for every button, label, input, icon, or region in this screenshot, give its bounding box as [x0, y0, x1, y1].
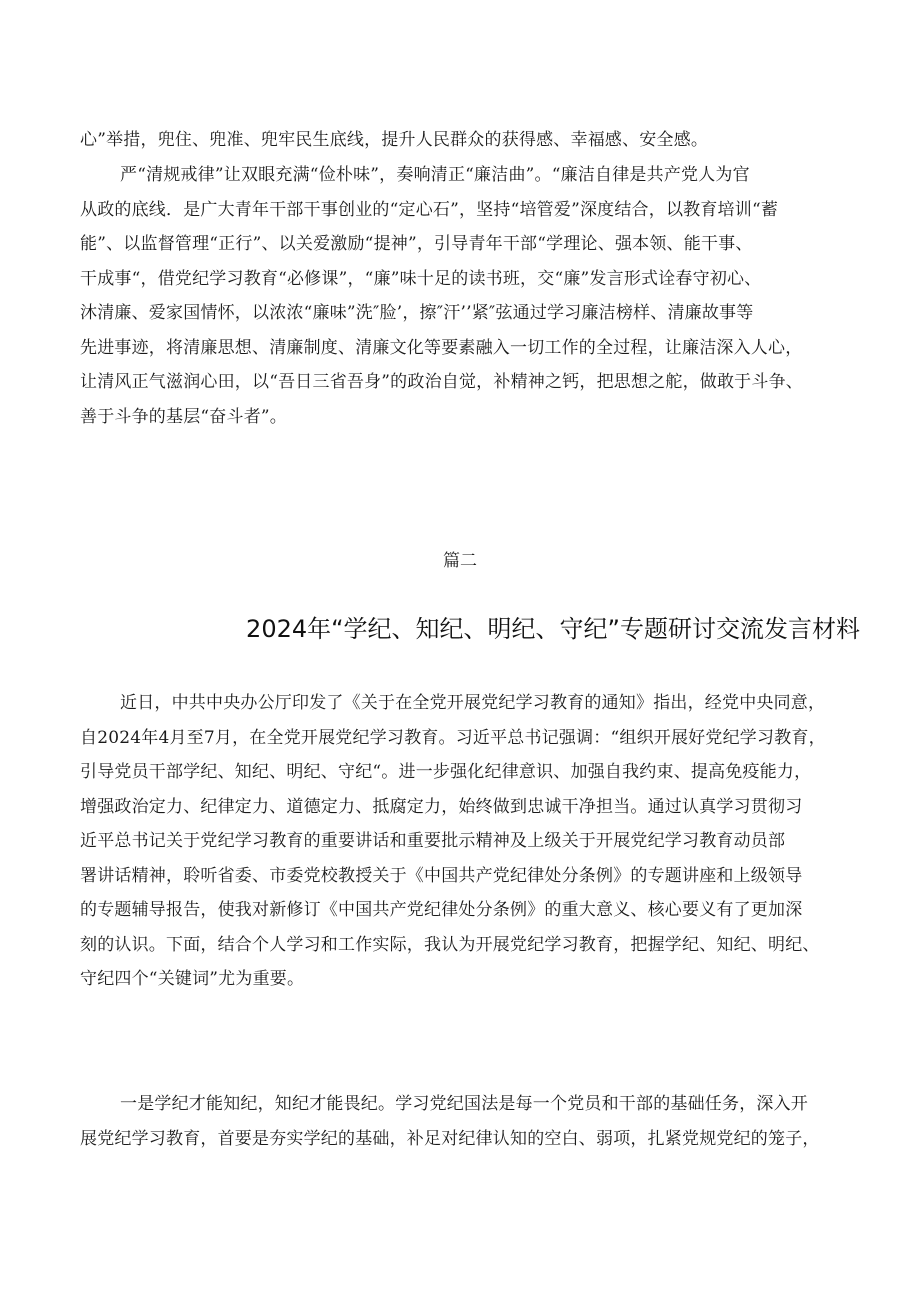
text-line: 心”举措，兜住、兜准、兜牢民生底线，提升人民群众的获得感、幸福感、安全感。 [80, 130, 709, 150]
text-line: 先进事迹，将清廉思想、清廉制度、清廉文化等要素融入一切工作的全过程，让廉洁深入人心， [80, 337, 803, 358]
text-line: 增强政治定力、纪律定力、道德定力、抵腐定力，始终做到忠诚干净担当。通过认真学习贯彻习 [80, 796, 803, 817]
paragraph-intro [80, 686, 855, 997]
text-line: 的专题辅导报告，使我对新修订《中国共产党纪律处分条例》的重大意义、核心要义有了更加深 [80, 900, 803, 920]
text-line: 展党纪学习教育，首要是夯实学纪的基础，补足对纪律认知的空白、弱项，扎紧党规党纪的笼子， [80, 1128, 820, 1149]
text-line: 近日，中共中央办公厅印发了《关于在全党开展党纪学习教育的通知》指出，经党中央同意， [120, 693, 826, 713]
text-line: 让清风正气滋润心田，以“吾日三省吾身”的政治自觉，补精神之钙，把思想之舵，做敢于斗争、 [80, 372, 803, 392]
text-line: 署讲话精神，聆听省委、市委党校教授关于《中国共产党纪律处分条例》的专题讲座和上级领导 [80, 865, 803, 886]
text-line: 自2024年4月至7月，在全党开展党纪学习教育。习近平总书记强调：“组织开展好党纪学习教育， [80, 727, 826, 748]
text-line: 从政的底线．是广大青年干部干事创业的“定心石”，坚持“培管爱”深度结合，以教育培训“蓄 [80, 199, 779, 220]
paragraph-point-one [80, 1087, 855, 1156]
text-line: 一是学纪才能知纪，知纪才能畏纪。学习党纪国法是每一个党员和干部的基础任务，深入开 [120, 1094, 808, 1114]
document-title: 2024年“学纪、知纪、明纪、守纪”专题研讨交流发言材料 [246, 615, 860, 643]
section-label: 篇二 [443, 551, 477, 571]
text-line: 善于斗争的基层“奋斗者”。 [80, 406, 287, 427]
text-line: 沐清廉、爱家国情怀，以浓浓“廉味”洗″脸’，擦″汗’’紧″弦通过学习廉洁榜样、清廉故事等 [80, 303, 754, 323]
text-line: 近平总书记关于党纪学习教育的重要讲话和重要批示精神及上级关于开展党纪学习教育动员部 [80, 831, 786, 851]
text-line: 刻的认识。下面，结合个人学习和工作实际，我认为开展党纪学习教育，把握学纪、知纪、明纪、 [80, 934, 820, 955]
paragraph-integrity [80, 158, 855, 434]
text-line: 干成事“，借党纪学习教育“必修课”，“廉”味十足的读书班，交“廉”发言形式诠春守初心、 [80, 268, 762, 289]
text-line: 守纪四个“关键词”尤为重要。 [80, 969, 305, 989]
text-line: 能”、以监督管理“正行”、以关爱激励“提神”，引导青年干部“学理论、强本领、能干事、 [80, 234, 753, 254]
paragraph-continuation [80, 123, 855, 158]
text-line: 引导党员干部学纪、知纪、明纪、守纪“。进一步强化纪律意识、加强自我约束、提高免疫能力， [80, 762, 812, 782]
text-line: 严“清规戒律”让双眼充满“俭朴味”，奏响清正“廉洁曲”。“廉洁自律是共产党人为官 [120, 165, 750, 185]
